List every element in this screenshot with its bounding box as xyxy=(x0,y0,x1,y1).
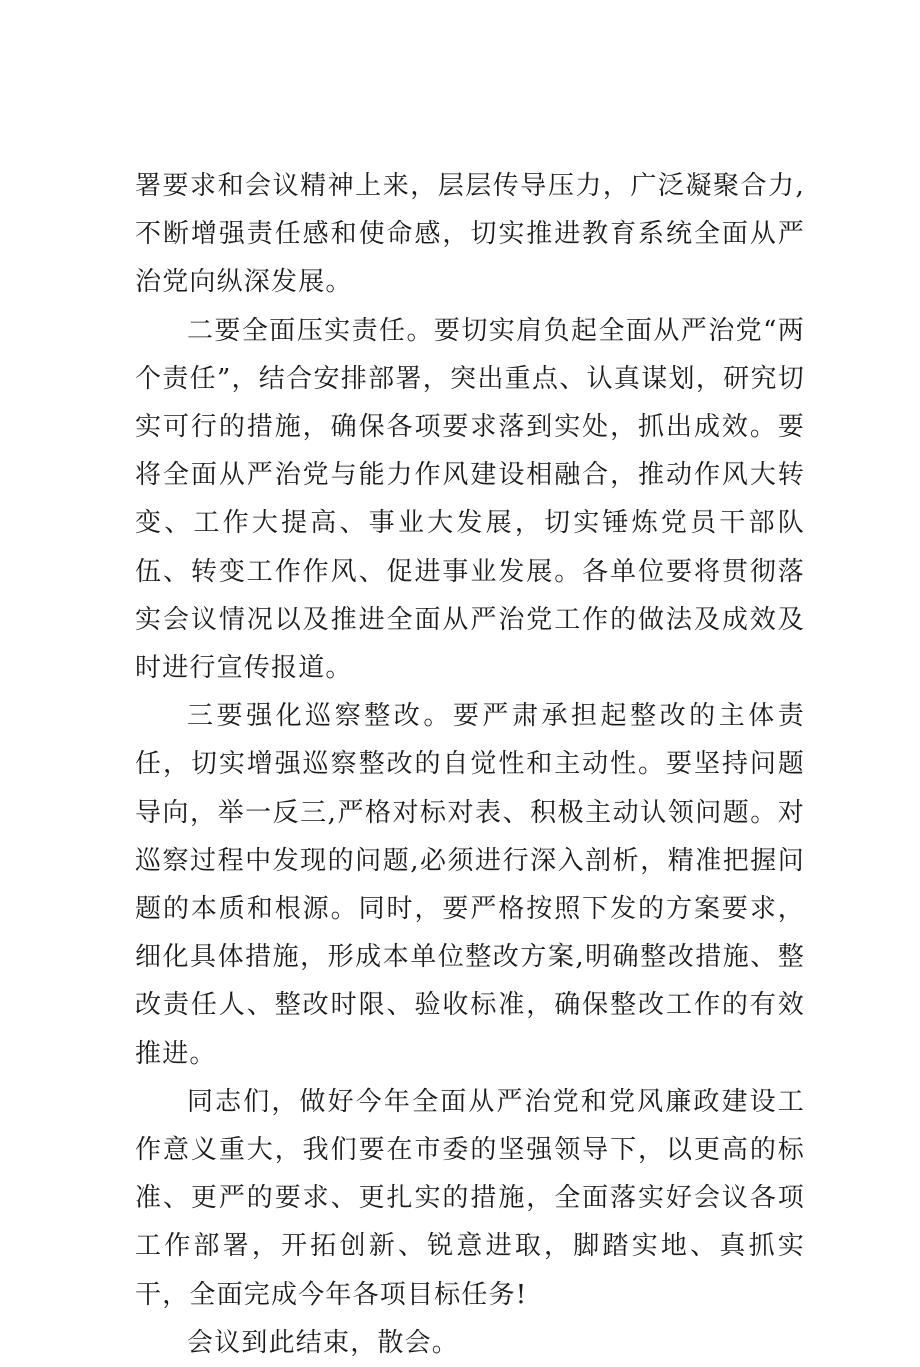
paragraph-inspection-rectification: 三要强化巡察整改。要严肃承担起整改的主体责任，切实增强巡察整改的自觉性和主动性。要坚持问题导向，举一反三,严格对标对表、积极主动认领问题。对巡察过程中发现的问题,必须进行深入剖析，精准把握问题的本质和根源。同时，要严格按照下发的方案要求，细化具体措施，形成本单位整改方案,明确整改措施、整改责任人、整改时限、验收标准，确保整改工作的有效推进。 xyxy=(135,701,805,1069)
paragraph-closing-remarks: 同志们，做好今年全面从严治党和党风廉政建设工作意义重大，我们要在市委的坚强领导下，以更高的标准、更严的要求、更扎实的措施，全面落实好会议各项工作部署，开拓创新、锐意进取，脚踏实地、真抓实干，全面完成今年各项目标任务! xyxy=(135,1086,805,1310)
paragraph-adjournment: 会议到此结束，散会。 xyxy=(187,1327,460,1358)
paragraph-continuation: 署要求和会议精神上来，层层传导压力，广泛凝聚合力,不断增强责任感和使命感，切实推进教育系统全面从严治党向纵深发展。 xyxy=(135,171,805,298)
document-body xyxy=(135,162,805,1367)
paragraph-responsibility: 二要全面压实责任。要切实肩负起全面从严治党“两个责任”，结合安排部署，突出重点、认真谋划，研究切实可行的措施，确保各项要求落到实处，抓出成效。要将全面从严治党与能力作风建设相融合，推动作风大转变、工作大提高、事业大发展，切实锤炼党员干部队伍、转变工作作风、促进事业发展。各单位要将贯彻落实会议情况以及推进全面从严治党工作的做法及成效及时进行宣传报道。 xyxy=(135,315,805,684)
